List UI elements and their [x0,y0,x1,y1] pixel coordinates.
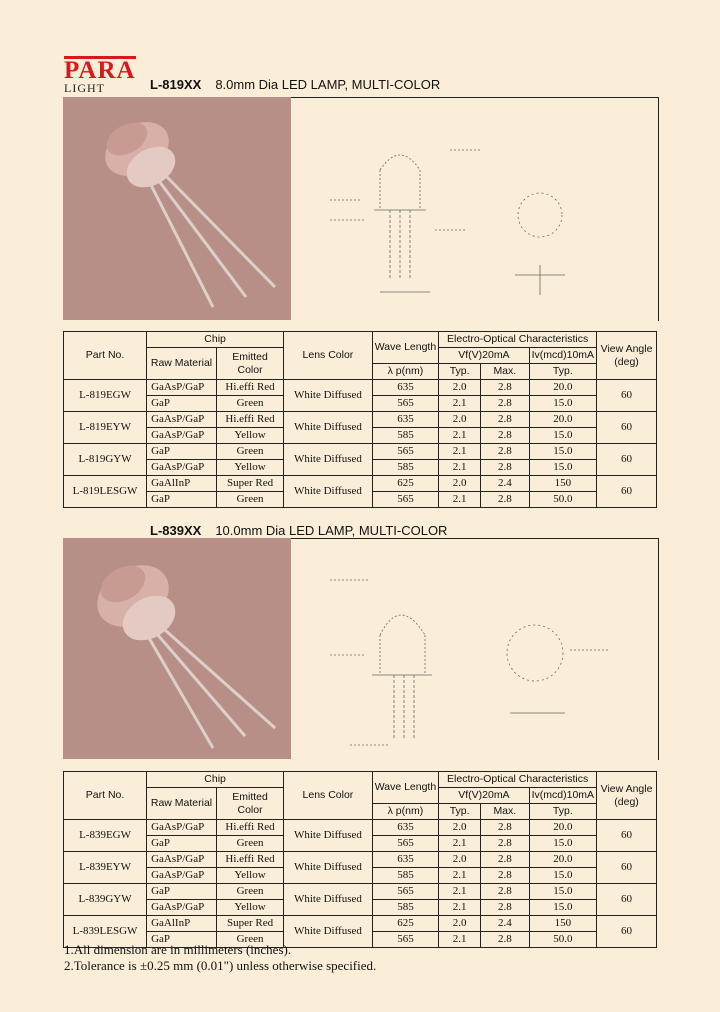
raw-material: GaAsP/GaP [147,428,217,444]
section1-led-photo [63,97,291,320]
emitted-color: Super Red [216,916,283,932]
vf-typ: 2.0 [439,380,481,396]
header-wave-unit: λ p(nm) [372,804,438,820]
wave-length: 625 [372,476,438,492]
vf-max: 2.8 [481,444,530,460]
emitted-color: Green [216,396,283,412]
iv-typ: 20.0 [529,852,596,868]
vf-typ: 2.1 [439,900,481,916]
section2-code: L-839XX [150,523,202,538]
iv-typ: 15.0 [529,444,596,460]
table-row [64,884,657,900]
header-wave-unit: λ p(nm) [372,364,438,380]
iv-typ: 50.0 [529,932,596,948]
emitted-color: Yellow [216,868,283,884]
raw-material: GaP [147,396,217,412]
section2-led-photo [63,538,291,759]
part-number: L-839LESGW [64,916,147,948]
header-part-no: Part No. [64,772,147,820]
section2-spec-table [63,771,657,948]
raw-material: GaP [147,884,217,900]
header-wave-length: Wave Length [372,332,438,364]
section1-spec-table [63,331,657,508]
wave-length: 565 [372,492,438,508]
header-vf-typ: Typ. [439,804,481,820]
wave-length: 585 [372,868,438,884]
part-number: L-819EGW [64,380,147,412]
emitted-color: Green [216,836,283,852]
lens-color: White Diffused [284,444,373,476]
vf-typ: 2.0 [439,916,481,932]
lens-color: White Diffused [284,380,373,412]
raw-material: GaAsP/GaP [147,900,217,916]
raw-material: GaAsP/GaP [147,460,217,476]
iv-typ: 15.0 [529,396,596,412]
header-iv: Iv(mcd)10mA [529,348,596,364]
vf-typ: 2.1 [439,836,481,852]
view-angle: 60 [597,444,657,476]
raw-material: GaP [147,836,217,852]
table-row [64,916,657,932]
vf-max: 2.4 [481,916,530,932]
header-vf: Vf(V)20mA [439,788,529,804]
vf-typ: 2.1 [439,868,481,884]
header-part-no: Part No. [64,332,147,380]
vf-max: 2.8 [481,868,530,884]
note-dimensions: 1.All dimension are in millimeters (inches). [64,942,292,957]
wave-length: 565 [372,932,438,948]
lens-color: White Diffused [284,820,373,852]
section1-code: L-819XX [150,77,202,92]
emitted-color: Super Red [216,476,283,492]
table-row [64,476,657,492]
lens-color: White Diffused [284,412,373,444]
header-vf-max: Max. [481,364,530,380]
vf-max: 2.8 [481,492,530,508]
vf-max: 2.8 [481,428,530,444]
header-view-angle: View Angle (deg) [597,772,657,820]
raw-material: GaAsP/GaP [147,380,217,396]
iv-typ: 15.0 [529,868,596,884]
header-emitted-color: Emitted Color [216,348,283,380]
emitted-color: Green [216,884,283,900]
lens-color: White Diffused [284,476,373,508]
brand-logo-sub: LIGHT [64,81,105,95]
header-emitted-color: Emitted Color [216,788,283,820]
iv-typ: 15.0 [529,460,596,476]
emitted-color: Green [216,444,283,460]
header-vf: Vf(V)20mA [439,348,529,364]
iv-typ: 150 [529,476,596,492]
wave-length: 635 [372,852,438,868]
emitted-color: Hi.effi Red [216,852,283,868]
vf-max: 2.8 [481,852,530,868]
emitted-color: Hi.effi Red [216,380,283,396]
table-row [64,444,657,460]
header-iv: Iv(mcd)10mA [529,788,596,804]
view-angle: 60 [597,412,657,444]
wave-length: 625 [372,916,438,932]
section1-description: 8.0mm Dia LED LAMP, MULTI-COLOR [215,77,441,92]
header-wave-length: Wave Length [372,772,438,804]
emitted-color: Yellow [216,460,283,476]
vf-typ: 2.1 [439,492,481,508]
part-number: L-839GYW [64,884,147,916]
emitted-color: Yellow [216,428,283,444]
wave-length: 565 [372,444,438,460]
part-number: L-839EGW [64,820,147,852]
iv-typ: 20.0 [529,820,596,836]
emitted-color: Green [216,932,283,948]
table-row [64,820,657,836]
emitted-color: Hi.effi Red [216,412,283,428]
wave-length: 635 [372,412,438,428]
wave-length: 565 [372,884,438,900]
raw-material: GaAsP/GaP [147,820,217,836]
emitted-color: Yellow [216,900,283,916]
view-angle: 60 [597,884,657,916]
wave-length: 585 [372,900,438,916]
wave-length: 635 [372,380,438,396]
view-angle: 60 [597,476,657,508]
lens-color: White Diffused [284,916,373,948]
header-lens-color: Lens Color [284,772,373,820]
brand-logo: PARA [64,57,136,84]
view-angle: 60 [597,852,657,884]
vf-typ: 2.1 [439,884,481,900]
raw-material: GaP [147,932,217,948]
wave-length: 585 [372,428,438,444]
emitted-color: Hi.effi Red [216,820,283,836]
emitted-color: Green [216,492,283,508]
raw-material: GaP [147,444,217,460]
vf-max: 2.8 [481,412,530,428]
vf-typ: 2.0 [439,820,481,836]
vf-max: 2.8 [481,820,530,836]
iv-typ: 150 [529,916,596,932]
vf-typ: 2.1 [439,428,481,444]
iv-typ: 20.0 [529,412,596,428]
header-view-angle: View Angle (deg) [597,332,657,380]
table-row [64,852,657,868]
iv-typ: 15.0 [529,884,596,900]
vf-max: 2.8 [481,396,530,412]
part-number: L-819LESGW [64,476,147,508]
header-raw-material: Raw Material [147,788,217,820]
raw-material: GaAlInP [147,916,217,932]
header-iv-typ: Typ. [529,804,596,820]
header-electro-optical: Electro-Optical Characteristics [439,332,597,348]
header-chip: Chip [147,772,284,788]
view-angle: 60 [597,820,657,852]
view-angle: 60 [597,380,657,412]
raw-material: GaAlInP [147,476,217,492]
raw-material: GaAsP/GaP [147,868,217,884]
raw-material: GaAsP/GaP [147,412,217,428]
raw-material: GaAsP/GaP [147,852,217,868]
iv-typ: 15.0 [529,836,596,852]
iv-typ: 50.0 [529,492,596,508]
vf-max: 2.8 [481,460,530,476]
vf-typ: 2.1 [439,932,481,948]
table-row [64,380,657,396]
header-chip: Chip [147,332,284,348]
vf-typ: 2.0 [439,852,481,868]
table-row [64,412,657,428]
iv-typ: 15.0 [529,428,596,444]
part-number: L-819EYW [64,412,147,444]
lens-color: White Diffused [284,852,373,884]
header-lens-color: Lens Color [284,332,373,380]
header-vf-max: Max. [481,804,530,820]
wave-length: 565 [372,396,438,412]
wave-length: 635 [372,820,438,836]
iv-typ: 20.0 [529,380,596,396]
section2-dimension-drawing [320,565,640,750]
wave-length: 565 [372,836,438,852]
section2-description: 10.0mm Dia LED LAMP, MULTI-COLOR [215,523,448,538]
vf-max: 2.8 [481,932,530,948]
wave-length: 585 [372,460,438,476]
lens-color: White Diffused [284,884,373,916]
header-vf-typ: Typ. [439,364,481,380]
vf-max: 2.8 [481,836,530,852]
header-raw-material: Raw Material [147,348,217,380]
header-electro-optical: Electro-Optical Characteristics [439,772,597,788]
section1-dimension-drawing [320,130,640,310]
vf-typ: 2.1 [439,396,481,412]
vf-typ: 2.1 [439,444,481,460]
raw-material: GaP [147,492,217,508]
vf-typ: 2.0 [439,412,481,428]
vf-max: 2.4 [481,476,530,492]
part-number: L-819GYW [64,444,147,476]
vf-typ: 2.0 [439,476,481,492]
vf-typ: 2.1 [439,460,481,476]
vf-max: 2.8 [481,380,530,396]
section1-header [150,76,440,94]
vf-max: 2.8 [481,884,530,900]
header-iv-typ: Typ. [529,364,596,380]
vf-max: 2.8 [481,900,530,916]
view-angle: 60 [597,916,657,948]
part-number: L-839EYW [64,852,147,884]
note-tolerance: 2.Tolerance is ±0.25 mm (0.01") unless otherwise specified. [64,958,377,973]
iv-typ: 15.0 [529,900,596,916]
